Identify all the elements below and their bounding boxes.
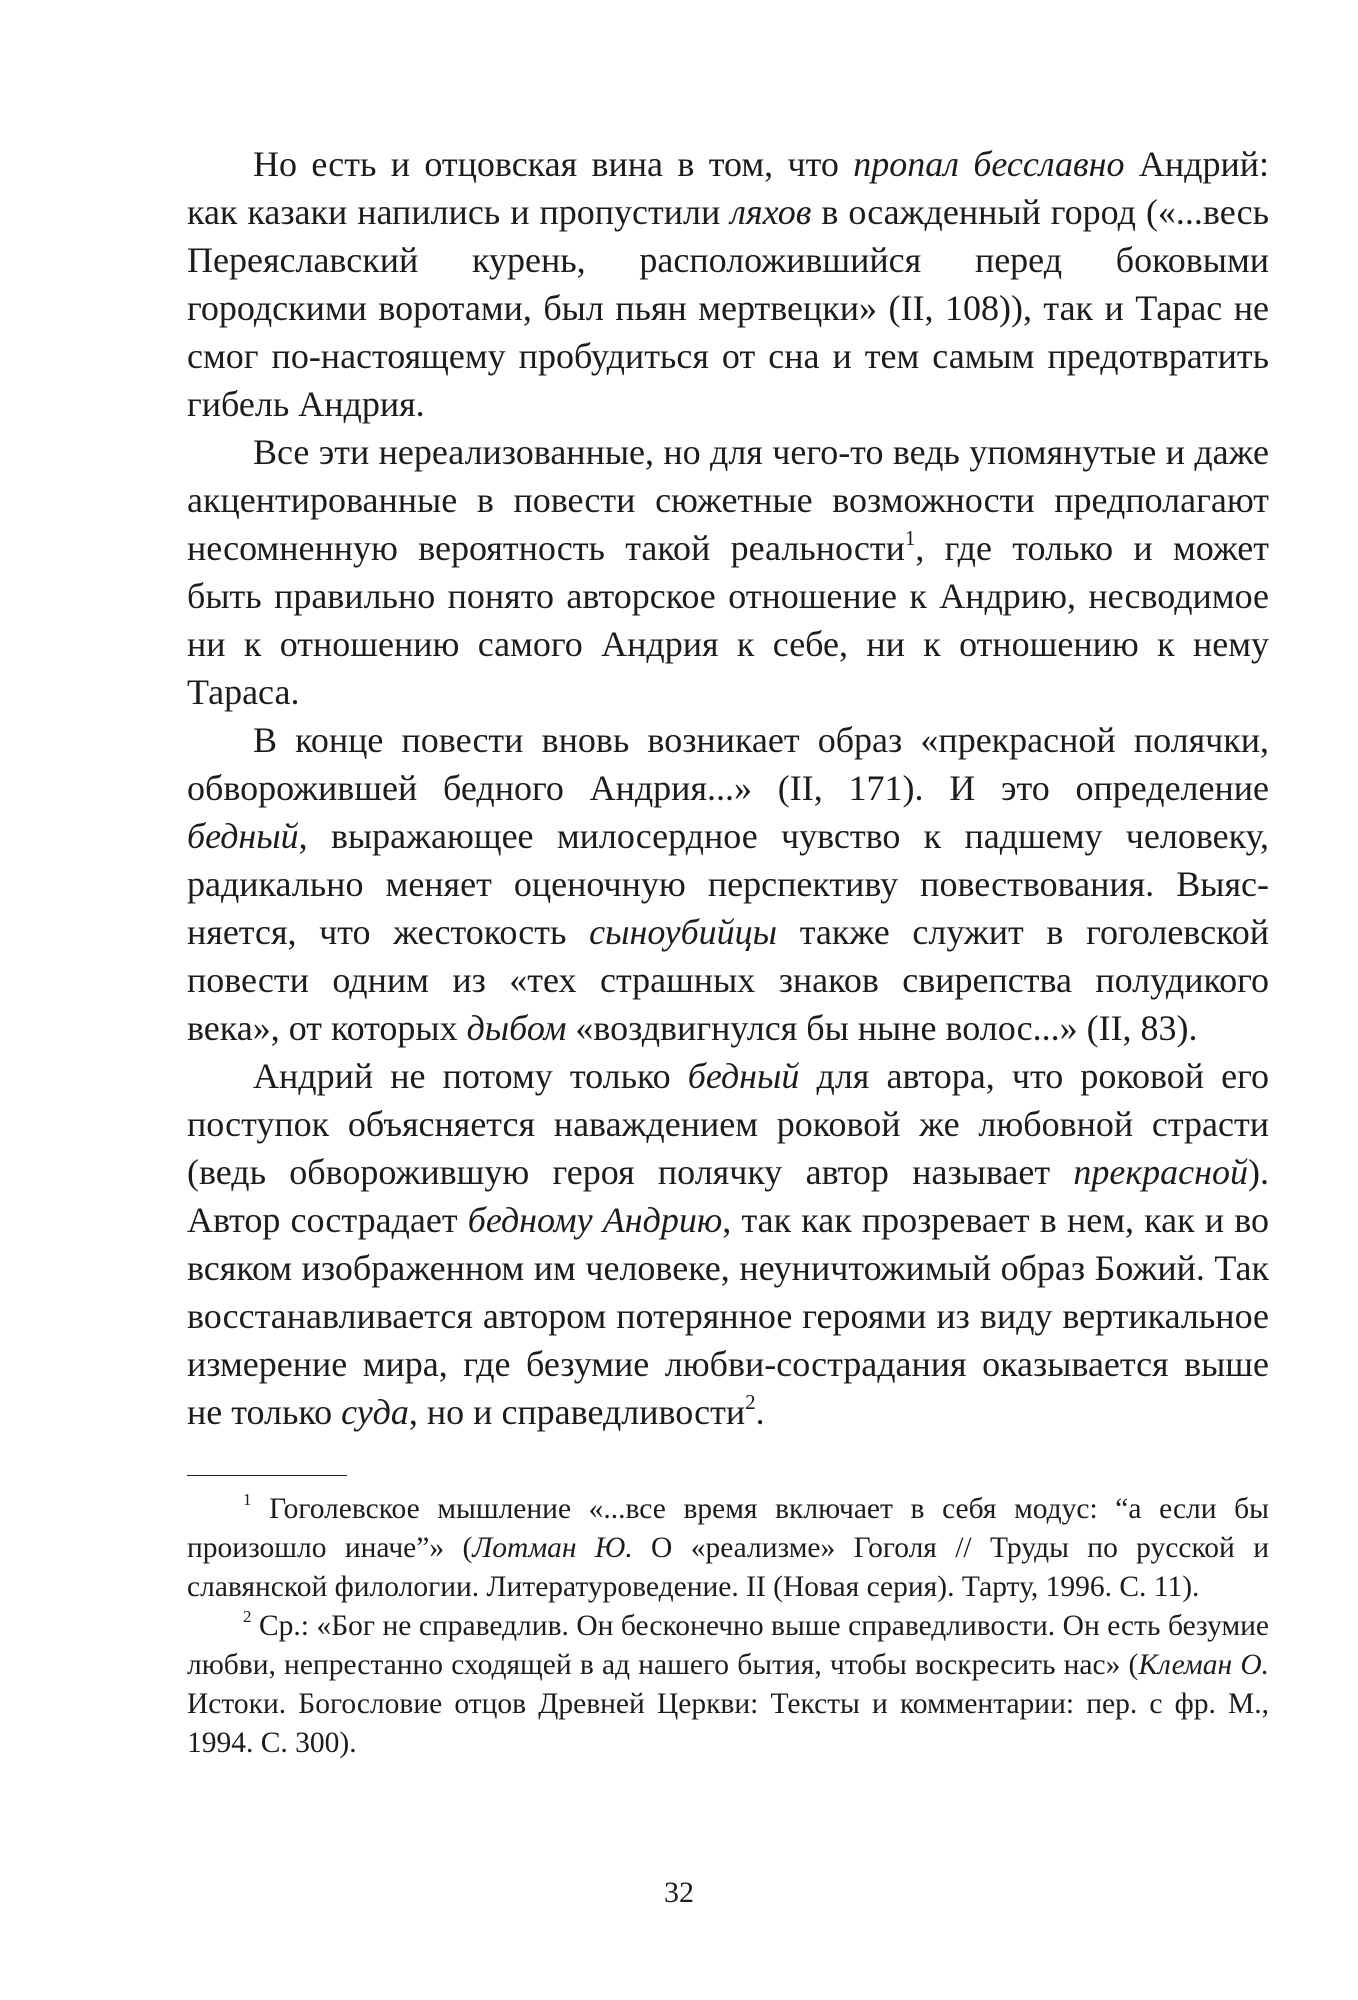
footnote <box>187 1607 1269 1763</box>
italic-phrase: Лотман Ю. <box>472 1532 633 1564</box>
text-run: В конце повести вновь возникает образ «прекрасной полячки, обворожившей бедного Андрия...» (II, 171). И это определение <box>187 720 1269 808</box>
footnote-divider <box>187 1475 347 1476</box>
footnote <box>187 1490 1269 1607</box>
text-run: . <box>755 1392 765 1432</box>
text-run: Но есть и отцовская вина в том, что <box>253 144 854 184</box>
footnote-marker: 1 <box>243 1490 252 1509</box>
text-run: Андрий не потому только <box>253 1056 688 1096</box>
text-run: , выражающее милосердное чувство к падшему человеку, радикально меняет оценочную перспективу повествования. Выясняется, что жестокость <box>187 816 1269 952</box>
text-run: ). Автор сострадает <box>187 1152 1269 1240</box>
footnote-marker: 2 <box>243 1607 252 1626</box>
italic-phrase: прекрасной <box>1073 1152 1248 1192</box>
paragraph <box>187 716 1269 1052</box>
italic-phrase: ляхов <box>730 192 812 232</box>
italic-phrase: бедному Андрию <box>467 1200 723 1240</box>
italic-phrase: Клеман О. <box>1138 1649 1270 1681</box>
text-run: О «реализме» Гоголя // Труды по русской и славянской филологии. Литературоведение. II (Новая серия). Тарту, 1996. С. 11). <box>187 1532 1269 1603</box>
footnote-marker: 1 <box>904 526 916 550</box>
text-run: Гоголевское мышление «...все время включает в себя модус: “а если бы произошло иначе”» ( <box>187 1493 1269 1564</box>
paragraph <box>187 1052 1269 1436</box>
italic-phrase: пропал бесславно <box>853 144 1125 184</box>
text-run: Ср.: «Бог не справедлив. Он бесконечно выше справедливости. Он есть безумие любви, непрестанно сходящей в ад нашего бытия, чтобы воскресить нас» ( <box>187 1610 1269 1681</box>
text-run: , где только и может быть правильно понято авторское отношение к Андрию, несводимое ни к отношению самого Андрия к себе, ни к отношению к нему Тараса. <box>187 528 1270 712</box>
text-run: для автора, что роковой его поступок объясняется наваждением роковой же любовной страсти (ведь обворожившую героя полячку автор называет <box>187 1056 1269 1192</box>
text-run: , но и справедливости <box>408 1392 746 1432</box>
italic-phrase: сыноубийцы <box>589 912 778 952</box>
italic-phrase: суда <box>341 1392 409 1432</box>
text-run: в осажденный город («...весь Переяславский курень, расположившийся перед боковыми городскими воротами, был пьян мертвецки» (II, 108)), так и Тарас не смог по-настоящему пробудиться от сна и тем самым предотвратить гибель Андрия. <box>187 192 1269 424</box>
text-run: , так как прозревает в нем, как и во всяком изображенном им человеке, неуничтожимый образ Божий. Так восстанавливается автором потерянное героями из виду вертикальное измерение мира, где безумие любви-сострадания оказывается выше не только <box>187 1200 1269 1432</box>
text-run: Андрий: как казаки напились и пропустили <box>187 144 1270 232</box>
italic-phrase: дыбом <box>466 1008 567 1048</box>
paragraph <box>187 140 1269 428</box>
main-text <box>187 140 1269 1436</box>
italic-phrase: бедный <box>687 1056 800 1096</box>
italic-phrase: бедный <box>187 816 299 856</box>
footnote-marker: 2 <box>745 1390 756 1414</box>
text-run: «воздвигнулся бы ныне волос...» (II, 83). <box>566 1008 1198 1048</box>
footnotes <box>187 1490 1269 1763</box>
text-run: Истоки. Богословие отцов Древней Церкви: Тексты и комментарии: пер. с фр. М., 1994. С. 300). <box>187 1688 1269 1759</box>
text-run: Все эти нереализованные, но для чего-то ведь упомянутые и даже акцентированные в повести сюжетные возможности предполагают несомненную вероятность такой реальности <box>187 432 1269 568</box>
page-number: 32 <box>664 1876 694 1909</box>
text-run: также служит в гоголевской повести одним из «тех страшных знаков свирепства полудикого века», от которых <box>187 912 1269 1048</box>
paragraph <box>187 428 1269 716</box>
